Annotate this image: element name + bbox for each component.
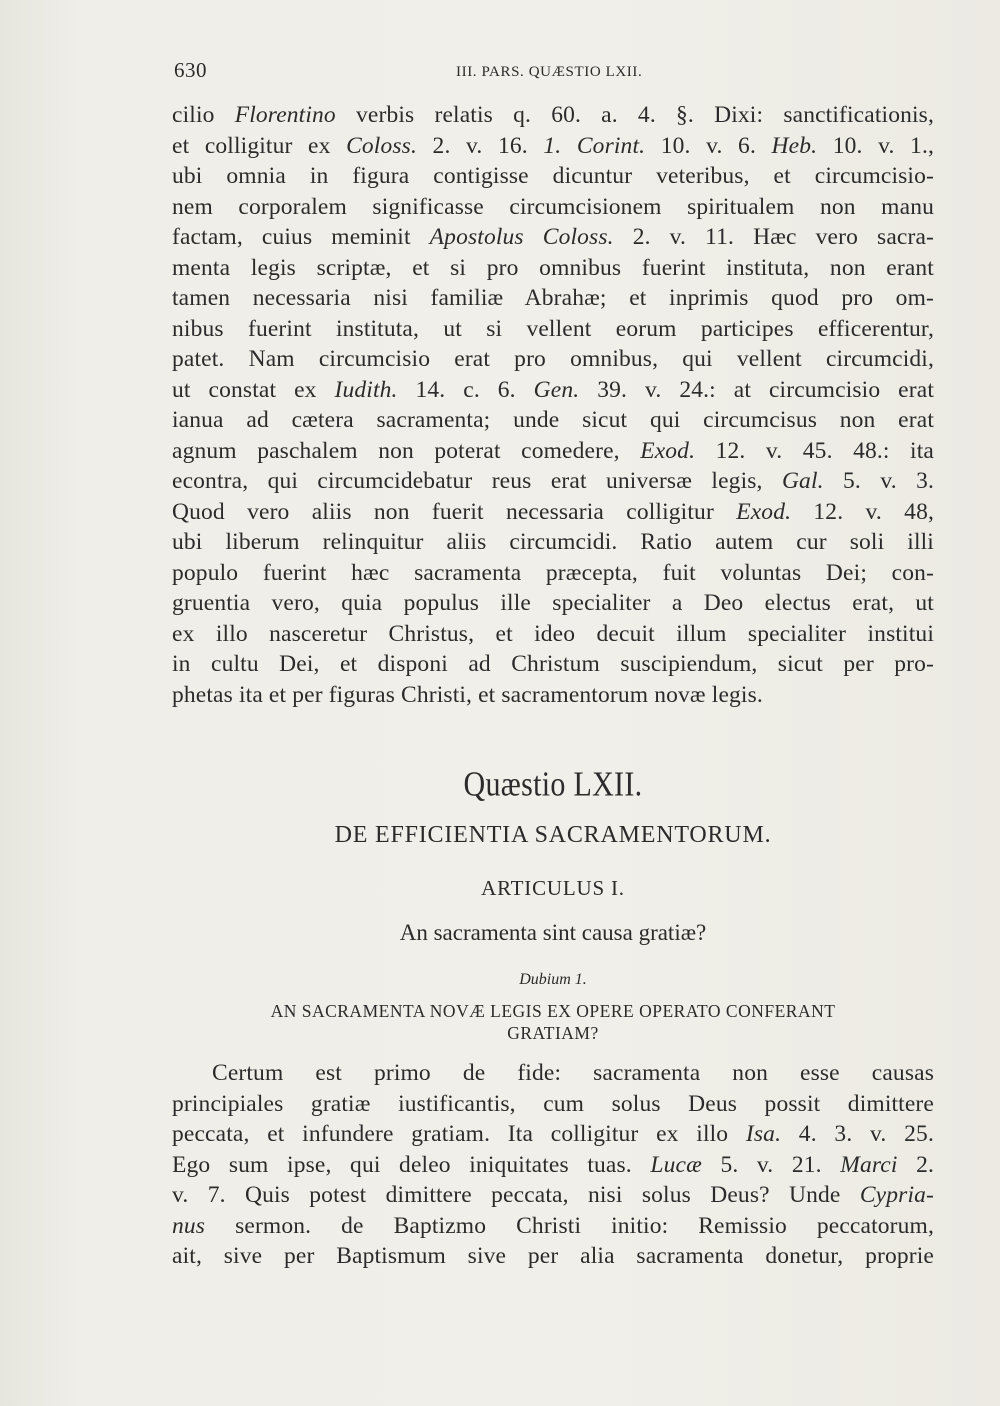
running-head: III. PARS. QUÆSTIO LXII. <box>456 64 643 80</box>
text-line <box>172 375 934 406</box>
text-run: 12. v. 48, <box>791 498 934 525</box>
text-run: menta legis scriptæ, et si pro omnibus fuerint instituta, non erant <box>172 254 934 281</box>
text-run: factam, cuius meminit <box>172 224 430 250</box>
text-run: cilio <box>172 102 235 128</box>
text-run: ubi omnia in figura contigisse dicuntur veteribus, et circumcisio- <box>172 163 934 189</box>
articulus-heading: ARTICULUS I. <box>481 876 625 900</box>
italic-reference: Apostolus Coloss. <box>429 224 614 250</box>
text-line <box>172 253 934 284</box>
italic-reference: Exod. <box>736 498 792 525</box>
text-line <box>172 619 934 650</box>
text-line <box>172 1119 934 1150</box>
text-line <box>172 1180 934 1211</box>
question-subtitle: DE EFFICIENTIA SACRAMENTORUM. <box>334 822 772 848</box>
text-run: nem corporalem significasse circumcisionem spiritualem non manu <box>172 193 934 220</box>
italic-reference: Iudith. <box>334 376 398 403</box>
italic-reference: Gen. <box>533 376 580 403</box>
text-run: 39. v. 24.: at circumcisio erat <box>579 376 934 403</box>
dubium-title <box>172 1000 934 1044</box>
italic-reference: Isa. <box>745 1121 782 1147</box>
text-run: et colligitur ex <box>172 132 347 159</box>
text-line <box>172 131 934 162</box>
text-line <box>172 1058 934 1089</box>
text-run: nibus fuerint instituta, ut si vellent eorum participes efficerentur, <box>172 315 934 342</box>
text-run: 4. 3. v. 25. <box>781 1121 934 1147</box>
dubium-label: Dubium 1. <box>519 971 587 988</box>
text-line <box>172 649 934 680</box>
text-line <box>172 344 934 375</box>
text-run: agnum paschalem non poterat comedere, <box>172 437 641 464</box>
text-run: peccata, et infundere gratiam. Ita colligitur ex illo <box>172 1121 746 1147</box>
italic-reference: Heb. <box>771 132 818 159</box>
text-run: ait, sive per Baptismum sive per alia sacramenta donetur, proprie <box>172 1243 934 1269</box>
text-line <box>172 466 934 497</box>
text-line <box>172 100 934 131</box>
text-run: ianua ad cætera sacramenta; unde sicut qui circumcisus non erat <box>172 407 934 433</box>
text-line <box>172 558 934 589</box>
text-line <box>172 192 934 223</box>
text-run: populo fuerint hæc sacramenta præcepta, fuit voluntas Dei; con- <box>172 559 934 586</box>
dubium-title-line: GRATIAM? <box>507 1023 599 1043</box>
question-title: Quæstio LXII. <box>463 765 643 804</box>
text-line <box>172 405 934 436</box>
text-run: principiales gratiæ iustificantis, cum solus Deus possit dimittere <box>172 1090 934 1117</box>
text-line <box>172 680 934 711</box>
text-run: 2. v. 11. Hæc vero sacra- <box>613 224 935 250</box>
text-line <box>172 497 934 528</box>
text-line <box>172 436 934 467</box>
text-run: v. 7. Quis potest dimittere peccata, nisi solus Deus? Unde <box>172 1182 860 1208</box>
text-run: gruentia vero, quia populus ille specialiter a Deo electus erat, ut <box>172 590 934 616</box>
text-run: tamen necessaria nisi familiæ Abrahæ; et inprimis quod pro om- <box>172 285 934 311</box>
text-run: ex illo nasceretur Christus, et ideo decuit illum specialiter institui <box>172 620 934 647</box>
text-line <box>172 314 934 345</box>
text-line <box>172 222 934 253</box>
italic-reference: Florentino <box>234 102 336 128</box>
text-run: 12. v. 45. 48.: ita <box>695 437 934 464</box>
text-run: 14. c. 6. <box>397 376 534 403</box>
text-run: econtra, qui circumcidebatur reus erat universæ legis, <box>172 468 782 494</box>
text-run: ubi liberum relinquitur aliis circumcidi. Ratio autem cur soli illi <box>172 529 934 555</box>
italic-reference: Cypria- <box>859 1182 934 1208</box>
italic-reference: Lucæ <box>650 1151 702 1178</box>
text-run: 5. v. 3. <box>823 468 935 494</box>
text-run: phetas ita et per figuras Christi, et sacramentorum novæ legis. <box>172 681 763 708</box>
dubium-title-line: AN SACRAMENTA NOVÆ LEGIS EX OPERE OPERATO CONFERANT <box>270 1001 836 1021</box>
text-line <box>172 527 934 558</box>
text-run: 10. v. 6. <box>645 132 772 159</box>
italic-reference: Coloss. <box>346 132 417 159</box>
italic-reference: Marci <box>840 1151 898 1178</box>
text-run: sermon. de Baptizmo Christi initio: Remissio peccatorum, <box>205 1212 934 1239</box>
text-run: patet. Nam circumcisio erat pro omnibus, qui vellent circumcidi, <box>172 346 934 372</box>
text-line <box>172 283 934 314</box>
continuation-paragraph <box>172 100 934 710</box>
text-line <box>172 1150 934 1181</box>
text-line <box>172 1211 934 1242</box>
text-run: 2. v. 16. <box>416 132 544 159</box>
text-run: 5. v. 21. <box>701 1151 841 1178</box>
italic-reference: Exod. <box>640 437 696 464</box>
page-header <box>174 54 932 84</box>
text-run: Quod vero aliis non fuerit necessaria colligitur <box>172 498 737 525</box>
text-run: verbis relatis q. 60. a. 4. §. Dixi: sanctificationis, <box>335 102 934 128</box>
text-run: Ego sum ipse, qui deleo iniquitates tuas. <box>172 1151 651 1178</box>
italic-reference: Gal. <box>781 468 824 494</box>
page-number: 630 <box>174 58 207 82</box>
text-line <box>172 1089 934 1120</box>
italic-reference: nus <box>172 1212 206 1239</box>
text-run: ut constat ex <box>172 376 335 403</box>
text-line <box>172 161 934 192</box>
text-line <box>172 1241 934 1272</box>
dubium-paragraph <box>172 1058 934 1272</box>
text-run: Certum est primo de fide: sacramenta non esse causas <box>212 1060 934 1086</box>
text-run: 10. v. 1., <box>817 132 935 159</box>
text-line <box>172 588 934 619</box>
italic-reference: 1. Corint. <box>543 132 646 159</box>
article-question: An sacramenta sint causa gratiæ? <box>399 920 707 945</box>
text-run: in cultu Dei, et disponi ad Christum suscipiendum, sicut per pro- <box>172 651 934 677</box>
text-run: 2. <box>897 1151 935 1178</box>
